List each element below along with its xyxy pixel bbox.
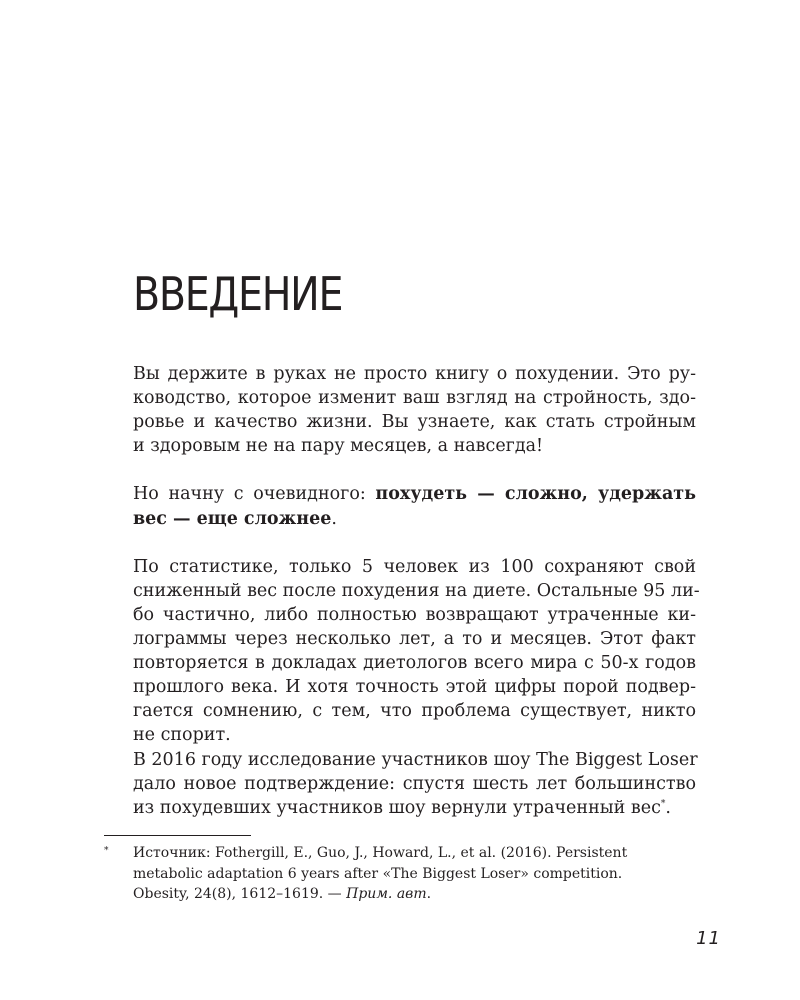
chapter-title: ВВЕДЕНИЕ xyxy=(133,267,343,321)
text-line: прошлого века. И хотя точность этой цифры порой подвер- xyxy=(133,677,696,698)
text-line: По статистике, только 5 человек из 100 сохраняют свой xyxy=(133,556,696,577)
text-line xyxy=(104,796,696,820)
thesis-bold-2: вес — еще сложнее xyxy=(133,508,332,529)
footnote-author-note: Прим. авт xyxy=(346,886,427,902)
footnote-citation-end: Obesity, 24(8), 1612–1619. — xyxy=(133,886,347,902)
text-line xyxy=(104,507,696,531)
footnote-text xyxy=(133,843,696,905)
text-line: ководство, которое изменит ваш взгляд на стройность, здо- xyxy=(133,388,696,409)
footnote xyxy=(104,843,696,905)
text-line: В 2016 году исследование участников шоу The Biggest Loser xyxy=(133,749,698,770)
text-line: дало новое подтверждение: спустя шесть лет большинство xyxy=(133,773,696,794)
text-line: Вы держите в руках не просто книгу о похудении. Это ру- xyxy=(133,364,696,384)
thesis-lead: Но начну с очевидного: xyxy=(133,484,376,505)
text-line-content: из похудевших участников шоу вернули утраченный вес xyxy=(133,797,661,818)
text-line: ровье и качество жизни. Вы узнаете, как стать стройным xyxy=(133,412,696,433)
text-line: и здоровым не на пару месяцев, а навсегда! xyxy=(133,436,544,457)
text-line: повторяется в докладах диетологов всего мира с 50-х годов xyxy=(133,653,696,674)
text-line: сниженный вес после похудения на диете. Остальные 95 ли- xyxy=(133,580,700,601)
page-number: 11 xyxy=(696,928,721,949)
text-line-end: . xyxy=(665,797,671,818)
paragraph-statistics xyxy=(104,555,700,748)
footnote-marker: * xyxy=(104,846,109,856)
text-line: лограммы через несколько лет, а то и месяцев. Этот факт xyxy=(133,629,696,650)
thesis-bold-1: похудеть — сложно, удержать xyxy=(375,484,697,505)
footnote-line xyxy=(133,884,696,905)
main-text xyxy=(104,362,700,820)
paragraph-intro xyxy=(104,362,696,458)
text-line: бо частично, либо полностью возвращают утраченные ки- xyxy=(133,604,696,625)
paragraph-thesis xyxy=(104,482,696,530)
footnote-line: metabolic adaptation 6 years after «The Biggest Loser» competition. xyxy=(133,865,623,882)
text-line: не спорит. xyxy=(133,725,231,746)
footnote-reference[interactable]: * xyxy=(660,798,666,809)
footnote-divider xyxy=(104,835,251,836)
footnote-note-end: . xyxy=(426,886,432,902)
text-line: гается сомнению, с тем, что проблема существует, никто xyxy=(133,701,696,722)
text-line xyxy=(104,482,696,506)
footnote-line: Источник: Fothergill, E., Guo, J., Howard, L., et al. (2016). Persistent xyxy=(133,845,628,861)
paragraph-biggest-loser xyxy=(104,748,696,820)
thesis-tail: . xyxy=(331,508,337,529)
